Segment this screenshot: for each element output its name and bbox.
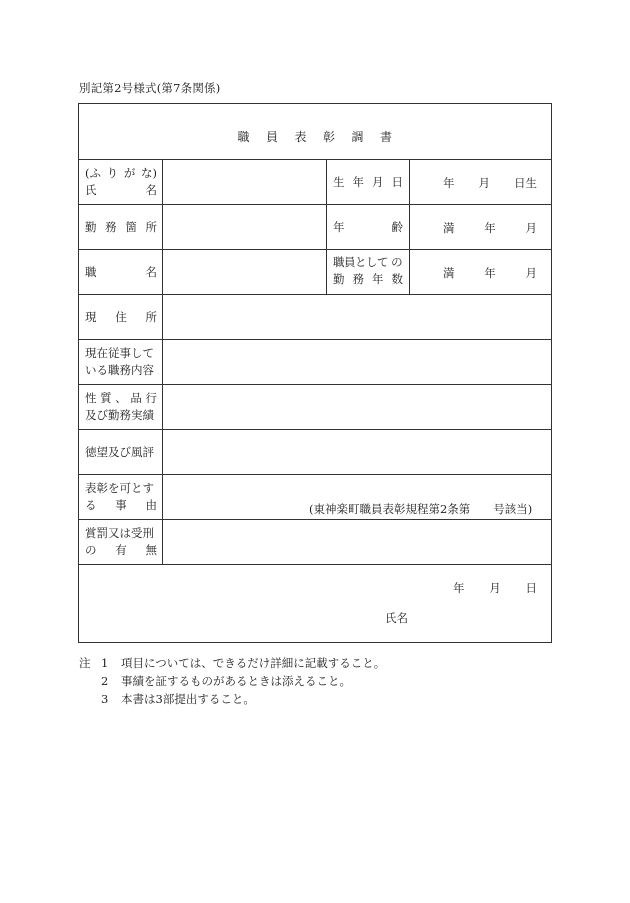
- mid-column-divider: [326, 159, 327, 294]
- row-divider: [79, 564, 551, 565]
- row-divider: [79, 249, 551, 250]
- age-value: 満 年 月: [443, 221, 537, 235]
- current-duties-label: 現在従事して いる職務内容: [85, 346, 154, 377]
- reputation-label: 徳望及び風評: [85, 445, 154, 459]
- name-label: (ふ り が な) 氏 名: [85, 166, 157, 197]
- post-label: 職 名: [85, 265, 157, 279]
- service-years-label: 職員として の 勤 務 年 数: [333, 255, 403, 286]
- row-divider: [79, 339, 551, 340]
- notes-section: [79, 654, 385, 708]
- signature-label: 氏名: [385, 611, 408, 625]
- commendation-form: [78, 103, 552, 643]
- form-caption: 別記第2号様式(第7条関係): [79, 81, 221, 95]
- row-divider: [79, 429, 551, 430]
- office-label: 勤 務 箇 所: [85, 220, 157, 234]
- punishment-label: 賞罰又は受刑 の 有 無: [85, 526, 157, 557]
- row-divider: [79, 204, 551, 205]
- note-item: 注 1 項目については、できるだけ詳細に記載すること。: [79, 656, 386, 670]
- note-item: 2 事績を証するものがあるときは添えること。: [101, 674, 351, 688]
- birthdate-value: 年 月 日生: [443, 176, 537, 190]
- row-divider: [79, 159, 551, 160]
- form-title: 職 員 表 彰 調 書: [237, 130, 393, 144]
- note-item: 3 本書は3部提出すること。: [101, 692, 255, 706]
- row-divider: [79, 474, 551, 475]
- row-divider: [79, 519, 551, 520]
- character-record-label: 性 質 、 品 行 及び勤務実績: [85, 391, 157, 422]
- service-years-value: 満 年 月: [443, 266, 537, 280]
- date-line: 年 月 日: [453, 581, 537, 595]
- row-divider: [79, 384, 551, 385]
- reason-label: 表彰を可とす る 事 由: [85, 481, 157, 512]
- value-column-divider: [409, 159, 410, 294]
- age-label: 年 齢: [333, 220, 403, 234]
- label-column-divider: [162, 159, 163, 564]
- regulation-reference: (東神楽町職員表彰規程第2条第 号該当): [309, 502, 533, 516]
- row-divider: [79, 294, 551, 295]
- notes-prefix: 注: [79, 656, 91, 670]
- address-label: 現 住 所: [85, 310, 157, 324]
- birthdate-label: 生 年 月 日: [333, 175, 403, 189]
